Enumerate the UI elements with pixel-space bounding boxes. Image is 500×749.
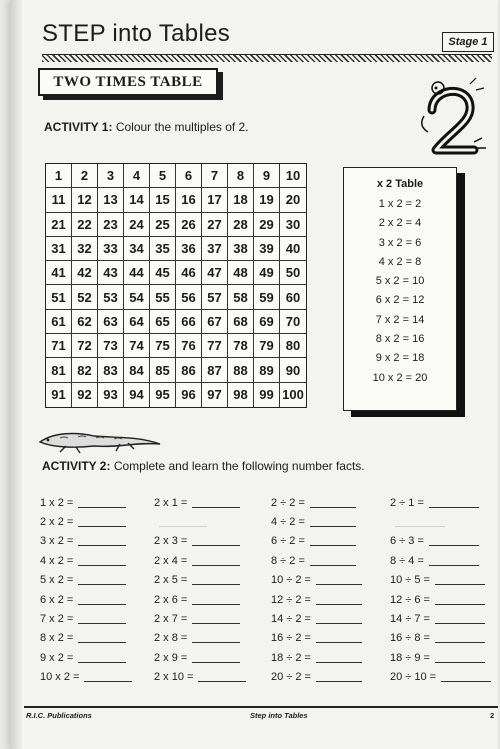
- number-fact: [40, 609, 132, 628]
- grid-cell[interactable]: 5: [150, 164, 176, 188]
- number-fact: [390, 668, 491, 687]
- number-fact: [154, 629, 246, 648]
- number-fact-question: 2 x 3 =: [154, 535, 188, 548]
- times-table-line: 5 x 2 = 10: [375, 275, 425, 288]
- grid-cell[interactable]: 81: [46, 358, 72, 382]
- facts-column-divide-b: [390, 493, 491, 687]
- number-fact: [154, 532, 246, 551]
- number-fact-question: 6 x 2 =: [40, 593, 74, 606]
- number-fact-question: 20 ÷ 10 =: [390, 671, 437, 684]
- grid-cell[interactable]: 85: [150, 358, 176, 382]
- number-fact: [154, 648, 246, 667]
- number-fact: [40, 532, 132, 551]
- page-number: 2: [490, 711, 495, 720]
- grid-cell[interactable]: 27: [202, 213, 228, 237]
- grid-cell[interactable]: 92: [72, 383, 98, 407]
- answer-blank[interactable]: [78, 575, 126, 585]
- grid-cell[interactable]: 51: [46, 285, 72, 309]
- grid-cell[interactable]: 80: [280, 334, 306, 358]
- footer-divider: [24, 706, 498, 708]
- answer-blank[interactable]: [316, 653, 362, 663]
- answer-blank[interactable]: [78, 653, 126, 663]
- times-table-line: 6 x 2 = 12: [375, 294, 425, 307]
- grid-cell[interactable]: 89: [254, 358, 280, 382]
- times-table-line: 10 x 2 = 20: [372, 371, 428, 384]
- grid-cell[interactable]: 68: [228, 310, 254, 334]
- number-fact: [271, 609, 362, 628]
- number-fact-question: 2 x 4 =: [154, 554, 188, 567]
- answer-blank[interactable]: [429, 556, 479, 566]
- grid-cell[interactable]: 96: [176, 383, 202, 407]
- grid-cell[interactable]: 67: [202, 310, 228, 334]
- number-fact: [271, 551, 362, 570]
- number-fact: [271, 590, 362, 609]
- footer-publisher: R.I.C. Publications: [26, 711, 92, 720]
- facts-column-multiply-b: [154, 493, 246, 687]
- grid-cell[interactable]: 90: [280, 358, 306, 382]
- number-fact: [390, 532, 491, 551]
- number-fact: [271, 571, 362, 590]
- number-fact-question: 2 x 1 =: [154, 496, 188, 509]
- grid-cell[interactable]: 84: [124, 358, 150, 382]
- grid-cell[interactable]: 86: [176, 358, 202, 382]
- grid-cell[interactable]: 12: [72, 188, 98, 212]
- answer-blank[interactable]: [159, 517, 207, 527]
- grid-cell[interactable]: 14: [124, 188, 150, 212]
- grid-cell[interactable]: 55: [150, 285, 176, 309]
- answer-blank[interactable]: [78, 633, 126, 643]
- answer-blank[interactable]: [78, 498, 126, 508]
- grid-cell[interactable]: 23: [98, 213, 124, 237]
- grid-cell[interactable]: 34: [124, 237, 150, 261]
- times-table-line: 9 x 2 = 18: [375, 352, 425, 365]
- number-fact: [154, 512, 246, 531]
- number-fact-question: 1 x 2 =: [40, 496, 74, 509]
- times-table-line: 7 x 2 = 14: [375, 313, 425, 326]
- grid-cell[interactable]: 4: [124, 164, 150, 188]
- number-fact: [390, 551, 491, 570]
- answer-blank[interactable]: [316, 672, 362, 682]
- number-fact: [271, 668, 362, 687]
- grid-cell[interactable]: 48: [228, 261, 254, 285]
- grid-cell[interactable]: 60: [280, 285, 306, 309]
- activity-2-instruction: [42, 459, 365, 473]
- grid-cell[interactable]: 72: [72, 334, 98, 358]
- number-fact: [40, 648, 132, 667]
- number-fact-question: 2 x 10 =: [154, 671, 194, 684]
- number-fact-question: 14 ÷ 7 =: [390, 613, 430, 626]
- grid-cell[interactable]: 59: [254, 285, 280, 309]
- answer-blank[interactable]: [310, 498, 356, 508]
- grid-cell[interactable]: 24: [124, 213, 150, 237]
- grid-cell[interactable]: 41: [46, 261, 72, 285]
- grid-cell[interactable]: 56: [176, 285, 202, 309]
- grid-cell[interactable]: 29: [254, 213, 280, 237]
- answer-blank[interactable]: [316, 633, 362, 643]
- grid-cell[interactable]: 74: [124, 334, 150, 358]
- number-fact: [154, 590, 246, 609]
- grid-cell[interactable]: 10: [280, 164, 306, 188]
- grid-cell[interactable]: 42: [72, 261, 98, 285]
- number-fact-question: 2 ÷ 1 =: [390, 496, 424, 509]
- number-fact-question: 4 x 2 =: [40, 554, 74, 567]
- facts-column-multiply-a: [40, 493, 132, 687]
- grid-cell[interactable]: 93: [98, 383, 124, 407]
- grid-cell[interactable]: 57: [202, 285, 228, 309]
- grid-cell[interactable]: 54: [124, 285, 150, 309]
- answer-blank[interactable]: [84, 672, 132, 682]
- number-fact: [271, 648, 362, 667]
- number-fact: [154, 493, 246, 512]
- times-table-line: 3 x 2 = 6: [378, 236, 422, 249]
- number-fact: [271, 629, 362, 648]
- number-fact-question: 9 x 2 =: [40, 651, 74, 664]
- grid-cell[interactable]: 15: [150, 188, 176, 212]
- grid-cell[interactable]: 16: [176, 188, 202, 212]
- activity-1-text: Colour the multiples of 2.: [115, 120, 249, 134]
- number-fact: [390, 493, 491, 512]
- grid-cell[interactable]: 18: [228, 188, 254, 212]
- grid-cell[interactable]: 11: [46, 188, 72, 212]
- grid-cell[interactable]: 21: [46, 213, 72, 237]
- answer-blank[interactable]: [435, 614, 485, 624]
- grid-cell[interactable]: 28: [228, 213, 254, 237]
- grid-cell[interactable]: 1: [46, 164, 72, 188]
- grid-cell[interactable]: 25: [150, 213, 176, 237]
- grid-cell[interactable]: 71: [46, 334, 72, 358]
- answer-blank[interactable]: [429, 536, 479, 546]
- number-fact: [40, 629, 132, 648]
- grid-cell[interactable]: 83: [98, 358, 124, 382]
- grid-cell[interactable]: 36: [176, 237, 202, 261]
- number-fact-question: 6 ÷ 2 =: [271, 535, 305, 548]
- answer-blank[interactable]: [316, 614, 362, 624]
- facts-column-divide-a: [271, 493, 362, 687]
- activity-1-instruction: [44, 120, 249, 134]
- grid-cell[interactable]: 99: [254, 383, 280, 407]
- number-fact: [40, 551, 132, 570]
- grid-cell[interactable]: 35: [150, 237, 176, 261]
- number-fact: [40, 571, 132, 590]
- number-fact-question: 14 ÷ 2 =: [271, 613, 311, 626]
- number-fact-question: 4 ÷ 2 =: [271, 516, 305, 529]
- answer-blank[interactable]: [78, 595, 126, 605]
- times-table-box: [343, 167, 457, 411]
- grid-cell[interactable]: 49: [254, 261, 280, 285]
- answer-blank[interactable]: [78, 556, 126, 566]
- number-fact: [390, 629, 491, 648]
- number-fact: [40, 512, 132, 531]
- number-fact-question: 2 x 6 =: [154, 593, 188, 606]
- answer-blank[interactable]: [435, 633, 485, 643]
- number-fact-question: 6 ÷ 3 =: [390, 535, 424, 548]
- number-fact-question: 8 ÷ 4 =: [390, 554, 424, 567]
- number-fact-question: 20 ÷ 2 =: [271, 671, 311, 684]
- grid-cell[interactable]: 76: [176, 334, 202, 358]
- grid-cell[interactable]: 20: [280, 188, 306, 212]
- number-fact: [390, 512, 491, 531]
- grid-cell[interactable]: 70: [280, 310, 306, 334]
- grid-cell[interactable]: 31: [46, 237, 72, 261]
- number-fact: [271, 512, 362, 531]
- answer-blank[interactable]: [198, 672, 246, 682]
- grid-cell[interactable]: 43: [98, 261, 124, 285]
- grid-cell[interactable]: 26: [176, 213, 202, 237]
- answer-blank[interactable]: [310, 556, 356, 566]
- grid-cell[interactable]: 44: [124, 261, 150, 285]
- grid-cell[interactable]: 62: [72, 310, 98, 334]
- grid-cell[interactable]: 73: [98, 334, 124, 358]
- grid-cell[interactable]: 94: [124, 383, 150, 407]
- number-two-mascot-icon: [410, 76, 490, 160]
- number-fact: [390, 571, 491, 590]
- number-fact-question: 2 x 9 =: [154, 651, 188, 664]
- grid-cell[interactable]: 45: [150, 261, 176, 285]
- lizard-icon: [36, 426, 164, 454]
- grid-cell[interactable]: 97: [202, 383, 228, 407]
- answer-blank[interactable]: [192, 536, 240, 546]
- number-fact: [390, 648, 491, 667]
- times-table-list: [344, 195, 456, 388]
- worksheet-page: [10, 0, 498, 749]
- grid-cell[interactable]: 22: [72, 213, 98, 237]
- grid-cell[interactable]: 3: [98, 164, 124, 188]
- grid-cell[interactable]: 2: [72, 164, 98, 188]
- grid-cell[interactable]: 64: [124, 310, 150, 334]
- number-fact-question: 7 x 2 =: [40, 613, 74, 626]
- grid-cell[interactable]: 9: [254, 164, 280, 188]
- number-fact-question: 3 x 2 =: [40, 535, 74, 548]
- grid-cell[interactable]: 91: [46, 383, 72, 407]
- grid-cell[interactable]: 32: [72, 237, 98, 261]
- grid-cell[interactable]: 50: [280, 261, 306, 285]
- answer-blank[interactable]: [192, 556, 240, 566]
- grid-cell[interactable]: 53: [98, 285, 124, 309]
- number-fact-question: 5 x 2 =: [40, 574, 74, 587]
- number-fact-question: 2 x 8 =: [154, 632, 188, 645]
- grid-cell[interactable]: 88: [228, 358, 254, 382]
- number-fact-question: 8 ÷ 2 =: [271, 554, 305, 567]
- grid-cell[interactable]: 40: [280, 237, 306, 261]
- number-fact: [154, 609, 246, 628]
- grid-cell[interactable]: 39: [254, 237, 280, 261]
- times-table-line: 4 x 2 = 8: [378, 255, 422, 268]
- activity-2-text: Complete and learn the following number facts.: [113, 459, 365, 473]
- grid-cell[interactable]: 30: [280, 213, 306, 237]
- number-fact-question: 12 ÷ 6 =: [390, 593, 430, 606]
- grid-cell[interactable]: 69: [254, 310, 280, 334]
- answer-blank[interactable]: [435, 595, 485, 605]
- number-fact: [154, 668, 246, 687]
- grid-cell[interactable]: 82: [72, 358, 98, 382]
- grid-cell[interactable]: 13: [98, 188, 124, 212]
- answer-blank[interactable]: [192, 614, 240, 624]
- answer-blank[interactable]: [192, 575, 240, 585]
- grid-cell[interactable]: 6: [176, 164, 202, 188]
- number-fact: [40, 493, 132, 512]
- number-fact-question: 16 ÷ 8 =: [390, 632, 430, 645]
- answer-blank[interactable]: [429, 498, 479, 508]
- grid-cell[interactable]: 19: [254, 188, 280, 212]
- grid-cell[interactable]: 52: [72, 285, 98, 309]
- grid-cell[interactable]: 95: [150, 383, 176, 407]
- number-fact-question: 12 ÷ 2 =: [271, 593, 311, 606]
- page-spine: [10, 0, 22, 749]
- times-table-line: 1 x 2 = 2: [378, 198, 422, 210]
- grid-cell[interactable]: 33: [98, 237, 124, 261]
- answer-blank[interactable]: [395, 517, 445, 527]
- number-fact: [390, 590, 491, 609]
- answer-blank[interactable]: [316, 595, 362, 605]
- number-fact-question: 18 ÷ 2 =: [271, 651, 311, 664]
- answer-blank[interactable]: [192, 653, 240, 663]
- times-table-line: 8 x 2 = 16: [375, 333, 425, 346]
- grid-cell[interactable]: 47: [202, 261, 228, 285]
- answer-blank[interactable]: [310, 517, 356, 527]
- answer-blank[interactable]: [192, 595, 240, 605]
- grid-cell[interactable]: 61: [46, 310, 72, 334]
- series-title: STEP into Tables: [42, 20, 231, 47]
- number-fact: [154, 551, 246, 570]
- times-table-line: 2 x 2 = 4: [378, 217, 422, 230]
- grid-cell[interactable]: 7: [202, 164, 228, 188]
- hundred-grid: [45, 163, 307, 408]
- header-divider: [42, 54, 492, 62]
- grid-cell[interactable]: 17: [202, 188, 228, 212]
- grid-cell[interactable]: 77: [202, 334, 228, 358]
- number-fact: [40, 668, 132, 687]
- grid-cell[interactable]: 98: [228, 383, 254, 407]
- number-fact-question: 10 x 2 =: [40, 671, 80, 684]
- number-fact: [271, 493, 362, 512]
- answer-blank[interactable]: [78, 614, 126, 624]
- number-fact-question: 18 ÷ 9 =: [390, 651, 430, 664]
- answer-blank[interactable]: [316, 575, 362, 585]
- number-fact: [271, 532, 362, 551]
- number-fact-question: 2 x 5 =: [154, 574, 188, 587]
- grid-cell[interactable]: 58: [228, 285, 254, 309]
- grid-cell[interactable]: 66: [176, 310, 202, 334]
- times-table-title: x 2 Table: [376, 178, 424, 190]
- number-fact-question: 8 x 2 =: [40, 632, 74, 645]
- grid-cell[interactable]: 65: [150, 310, 176, 334]
- grid-cell[interactable]: 78: [228, 334, 254, 358]
- stage-badge: Stage 1: [442, 32, 494, 52]
- answer-blank[interactable]: [435, 653, 485, 663]
- activity-1-label: ACTIVITY 1:: [44, 120, 113, 134]
- grid-cell[interactable]: 75: [150, 334, 176, 358]
- answer-blank[interactable]: [441, 672, 491, 682]
- answer-blank[interactable]: [78, 536, 126, 546]
- number-fact: [154, 571, 246, 590]
- number-fact-question: 16 ÷ 2 =: [271, 632, 311, 645]
- grid-cell[interactable]: 87: [202, 358, 228, 382]
- answer-blank[interactable]: [78, 517, 126, 527]
- grid-cell[interactable]: 38: [228, 237, 254, 261]
- number-fact: [40, 590, 132, 609]
- grid-cell[interactable]: 79: [254, 334, 280, 358]
- grid-cell[interactable]: 63: [98, 310, 124, 334]
- number-fact-question: 2 x 2 =: [40, 516, 74, 529]
- grid-cell[interactable]: 100: [282, 387, 304, 403]
- answer-blank[interactable]: [192, 498, 240, 508]
- number-fact-question: 2 x 7 =: [154, 613, 188, 626]
- number-fact-question: 10 ÷ 5 =: [390, 574, 430, 587]
- footer-title: Step into Tables: [250, 711, 308, 720]
- number-fact-question: 10 ÷ 2 =: [271, 574, 311, 587]
- answer-blank[interactable]: [192, 633, 240, 643]
- grid-cell[interactable]: 46: [176, 261, 202, 285]
- grid-cell[interactable]: 8: [228, 164, 254, 188]
- answer-blank[interactable]: [310, 536, 356, 546]
- grid-cell[interactable]: 37: [202, 237, 228, 261]
- activity-2-label: ACTIVITY 2:: [42, 459, 111, 473]
- number-fact-question: 2 ÷ 2 =: [271, 496, 305, 509]
- number-fact: [390, 609, 491, 628]
- topic-title: TWO TIMES TABLE: [38, 68, 218, 96]
- answer-blank[interactable]: [435, 575, 485, 585]
